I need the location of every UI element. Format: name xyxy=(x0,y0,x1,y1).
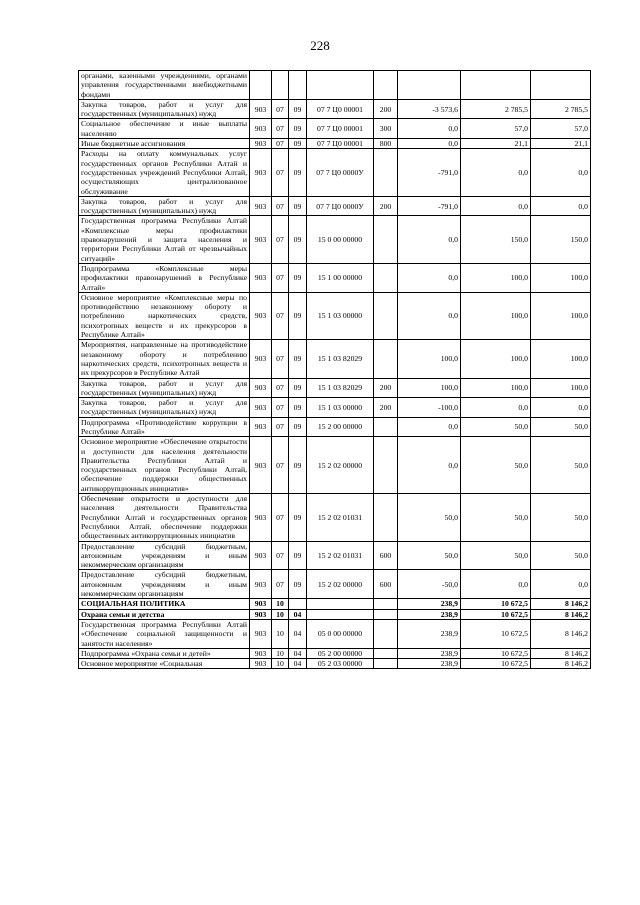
admin-code-cell: 903 xyxy=(250,99,272,119)
row-name-cell: Социальное обеспечение и иные выплаты населению xyxy=(79,119,250,139)
amount-year-3-cell: 57,0 xyxy=(531,119,591,139)
section-code-cell: 07 xyxy=(272,292,289,339)
section-code-cell: 07 xyxy=(272,139,289,149)
amount-year-2-cell: 50,0 xyxy=(461,494,531,541)
row-name-cell: Государственная программа Республики Алтай «Комплексные меры профилактики правонарушений и защита населения и территории Республики Алтай от чрезвычайных ситуаций» xyxy=(79,216,250,263)
table-row xyxy=(79,119,591,139)
table-row xyxy=(79,292,591,339)
expense-type-code-cell xyxy=(374,71,398,100)
target-article-code-cell: 15 2 02 00000 xyxy=(307,437,374,494)
expense-type-code-cell: 200 xyxy=(374,99,398,119)
amount-change-cell: -791,0 xyxy=(398,149,461,196)
expense-type-code-cell xyxy=(374,340,398,378)
expense-type-code-cell: 600 xyxy=(374,570,398,599)
target-article-code-cell: 05 2 03 00000 xyxy=(307,659,374,669)
target-article-code-cell: 15 2 02 01031 xyxy=(307,541,374,570)
row-name-cell: Мероприятия, направленные на противодействие незаконному обороту и потреблению наркотических средств, психотропных веществ и их прекурсоров в Республике Алтай xyxy=(79,340,250,378)
expense-type-code-cell: 300 xyxy=(374,119,398,139)
row-name-cell: Предоставление субсидий бюджетным, автономным учреждениям и иным некоммерческим организациям xyxy=(79,541,250,570)
subsection-code-cell xyxy=(289,71,307,100)
target-article-code-cell: 15 2 02 01031 xyxy=(307,494,374,541)
section-code-cell: 07 xyxy=(272,417,289,437)
table-row xyxy=(79,149,591,196)
amount-change-cell: 50,0 xyxy=(398,541,461,570)
amount-year-3-cell: 8 146,2 xyxy=(531,648,591,658)
amount-year-2-cell: 50,0 xyxy=(461,417,531,437)
table-row xyxy=(79,570,591,599)
table-row xyxy=(79,99,591,119)
row-name-cell: Основное мероприятие «Обеспечение открытости и доступности для населения деятельности Правительства Республики Алтай и государственных органов Республики Алтай, обеспечение поддержки общественных антикоррупционных инициатив» xyxy=(79,437,250,494)
amount-change-cell: -3 573,6 xyxy=(398,99,461,119)
row-name-cell: СОЦИАЛЬНАЯ ПОЛИТИКА xyxy=(79,599,250,609)
expense-type-code-cell xyxy=(374,292,398,339)
subsection-code-cell: 09 xyxy=(289,417,307,437)
amount-year-3-cell: 8 146,2 xyxy=(531,599,591,609)
amount-year-2-cell: 10 672,5 xyxy=(461,599,531,609)
target-article-code-cell: 07 7 Ц0 00001 xyxy=(307,99,374,119)
table-row xyxy=(79,648,591,658)
admin-code-cell xyxy=(250,71,272,100)
subsection-code-cell: 09 xyxy=(289,437,307,494)
target-article-code-cell: 07 7 Ц0 00001 xyxy=(307,139,374,149)
subsection-code-cell: 09 xyxy=(289,340,307,378)
amount-year-2-cell: 50,0 xyxy=(461,437,531,494)
admin-code-cell: 903 xyxy=(250,398,272,418)
row-name-cell: Основное мероприятие «Комплексные меры по противодействию незаконному обороту и потреблению наркотических средств, психотропных веществ и их прекурсоров в Республике Алтай» xyxy=(79,292,250,339)
amount-year-3-cell xyxy=(531,71,591,100)
amount-year-3-cell: 0,0 xyxy=(531,149,591,196)
target-article-code-cell xyxy=(307,609,374,619)
table-row xyxy=(79,619,591,648)
subsection-code-cell: 04 xyxy=(289,609,307,619)
target-article-code-cell: 15 1 03 00000 xyxy=(307,292,374,339)
admin-code-cell: 903 xyxy=(250,196,272,216)
target-article-code-cell: 15 1 03 82029 xyxy=(307,378,374,398)
expense-type-code-cell xyxy=(374,437,398,494)
subsection-code-cell: 04 xyxy=(289,659,307,669)
amount-year-2-cell: 21,1 xyxy=(461,139,531,149)
amount-year-3-cell: 100,0 xyxy=(531,292,591,339)
section-code-cell: 07 xyxy=(272,541,289,570)
target-article-code-cell: 15 1 03 00000 xyxy=(307,398,374,418)
row-name-cell: Обеспечение открытости и доступности для населения деятельности Правительства Республики Алтай и государственных органов Республики Алтай, обеспечение поддержки общественных антикоррупционных инициатив xyxy=(79,494,250,541)
amount-change-cell: -100,0 xyxy=(398,398,461,418)
row-name-cell: Закупка товаров, работ и услуг для государственных (муниципальных) нужд xyxy=(79,378,250,398)
expense-type-code-cell xyxy=(374,149,398,196)
target-article-code-cell: 15 1 00 00000 xyxy=(307,263,374,292)
section-code-cell: 10 xyxy=(272,659,289,669)
amount-year-3-cell: 100,0 xyxy=(531,340,591,378)
amount-change-cell: 238,9 xyxy=(398,619,461,648)
amount-year-2-cell xyxy=(461,71,531,100)
amount-year-2-cell: 0,0 xyxy=(461,149,531,196)
amount-year-2-cell: 50,0 xyxy=(461,541,531,570)
expense-type-code-cell xyxy=(374,417,398,437)
section-code-cell: 07 xyxy=(272,340,289,378)
amount-change-cell: 100,0 xyxy=(398,378,461,398)
table-row xyxy=(79,599,591,609)
row-name-cell: Предоставление субсидий бюджетным, автономным учреждениям и иным некоммерческим организациям xyxy=(79,570,250,599)
target-article-code-cell: 07 7 Ц0 0000У xyxy=(307,196,374,216)
table-row xyxy=(79,196,591,216)
admin-code-cell: 903 xyxy=(250,417,272,437)
target-article-code-cell: 15 2 02 00000 xyxy=(307,570,374,599)
amount-year-3-cell: 0,0 xyxy=(531,570,591,599)
expense-type-code-cell xyxy=(374,659,398,669)
expense-type-code-cell: 200 xyxy=(374,196,398,216)
target-article-code-cell: 07 7 Ц0 0000У xyxy=(307,149,374,196)
table-row xyxy=(79,340,591,378)
admin-code-cell: 903 xyxy=(250,216,272,263)
amount-change-cell: 238,9 xyxy=(398,599,461,609)
expense-type-code-cell: 200 xyxy=(374,378,398,398)
subsection-code-cell: 04 xyxy=(289,619,307,648)
admin-code-cell: 903 xyxy=(250,619,272,648)
subsection-code-cell: 09 xyxy=(289,541,307,570)
section-code-cell: 07 xyxy=(272,149,289,196)
amount-year-3-cell: 0,0 xyxy=(531,196,591,216)
section-code-cell: 10 xyxy=(272,619,289,648)
amount-change-cell: 0,0 xyxy=(398,139,461,149)
amount-year-2-cell: 10 672,5 xyxy=(461,659,531,669)
section-code-cell: 07 xyxy=(272,263,289,292)
budget-table-body xyxy=(79,71,591,669)
subsection-code-cell: 09 xyxy=(289,292,307,339)
table-row xyxy=(79,378,591,398)
amount-change-cell xyxy=(398,71,461,100)
target-article-code-cell: 15 1 03 82029 xyxy=(307,340,374,378)
subsection-code-cell: 09 xyxy=(289,398,307,418)
admin-code-cell: 903 xyxy=(250,437,272,494)
expense-type-code-cell xyxy=(374,494,398,541)
expense-type-code-cell: 800 xyxy=(374,139,398,149)
amount-year-2-cell: 100,0 xyxy=(461,263,531,292)
table-row xyxy=(79,398,591,418)
admin-code-cell: 903 xyxy=(250,139,272,149)
expense-type-code-cell xyxy=(374,263,398,292)
subsection-code-cell xyxy=(289,599,307,609)
amount-change-cell: 0,0 xyxy=(398,417,461,437)
amount-year-2-cell: 100,0 xyxy=(461,340,531,378)
amount-year-3-cell: 50,0 xyxy=(531,494,591,541)
table-row xyxy=(79,216,591,263)
amount-change-cell: 0,0 xyxy=(398,292,461,339)
amount-year-2-cell: 100,0 xyxy=(461,292,531,339)
section-code-cell: 07 xyxy=(272,494,289,541)
amount-change-cell: 0,0 xyxy=(398,437,461,494)
admin-code-cell: 903 xyxy=(250,292,272,339)
target-article-code-cell: 05 2 00 00000 xyxy=(307,648,374,658)
expense-type-code-cell: 600 xyxy=(374,541,398,570)
admin-code-cell: 903 xyxy=(250,570,272,599)
amount-year-2-cell: 0,0 xyxy=(461,196,531,216)
amount-change-cell: 0,0 xyxy=(398,263,461,292)
row-name-cell: Основное мероприятие «Социальная xyxy=(79,659,250,669)
subsection-code-cell: 04 xyxy=(289,648,307,658)
section-code-cell: 07 xyxy=(272,398,289,418)
admin-code-cell: 903 xyxy=(250,119,272,139)
subsection-code-cell: 09 xyxy=(289,139,307,149)
table-row xyxy=(79,541,591,570)
amount-year-3-cell: 100,0 xyxy=(531,263,591,292)
amount-year-3-cell: 0,0 xyxy=(531,398,591,418)
amount-year-2-cell: 10 672,5 xyxy=(461,648,531,658)
admin-code-cell: 903 xyxy=(250,648,272,658)
amount-year-2-cell: 100,0 xyxy=(461,378,531,398)
row-name-cell: Закупка товаров, работ и услуг для государственных (муниципальных) нужд xyxy=(79,99,250,119)
row-name-cell: органами, казенными учреждениями, органами управления государственными внебюджетными фондами xyxy=(79,71,250,100)
table-row xyxy=(79,71,591,100)
target-article-code-cell: 07 7 Ц0 00001 xyxy=(307,119,374,139)
admin-code-cell: 903 xyxy=(250,609,272,619)
section-code-cell xyxy=(272,71,289,100)
amount-year-3-cell: 8 146,2 xyxy=(531,609,591,619)
row-name-cell: Государственная программа Республики Алтай «Обеспечение социальной защищенности и занятости населения» xyxy=(79,619,250,648)
section-code-cell: 07 xyxy=(272,378,289,398)
admin-code-cell: 903 xyxy=(250,149,272,196)
subsection-code-cell: 09 xyxy=(289,196,307,216)
subsection-code-cell: 09 xyxy=(289,119,307,139)
admin-code-cell: 903 xyxy=(250,263,272,292)
row-name-cell: Подпрограмма «Комплексные меры профилактики правонарушений в Республике Алтай» xyxy=(79,263,250,292)
table-row xyxy=(79,494,591,541)
table-row xyxy=(79,139,591,149)
amount-year-2-cell: 10 672,5 xyxy=(461,609,531,619)
target-article-code-cell: 15 2 00 00000 xyxy=(307,417,374,437)
subsection-code-cell: 09 xyxy=(289,263,307,292)
row-name-cell: Расходы на оплату коммунальных услуг государственных органов Республики Алтай и государственных учреждений Республики Алтай, осуществляющих централизованное обслуживание xyxy=(79,149,250,196)
amount-year-3-cell: 150,0 xyxy=(531,216,591,263)
amount-change-cell: -50,0 xyxy=(398,570,461,599)
amount-year-3-cell: 2 785,5 xyxy=(531,99,591,119)
section-code-cell: 07 xyxy=(272,216,289,263)
subsection-code-cell: 09 xyxy=(289,570,307,599)
amount-change-cell: 100,0 xyxy=(398,340,461,378)
table-row xyxy=(79,437,591,494)
table-row xyxy=(79,609,591,619)
amount-year-2-cell: 0,0 xyxy=(461,398,531,418)
amount-year-3-cell: 50,0 xyxy=(531,417,591,437)
target-article-code-cell xyxy=(307,599,374,609)
section-code-cell: 07 xyxy=(272,196,289,216)
subsection-code-cell: 09 xyxy=(289,494,307,541)
amount-change-cell: 0,0 xyxy=(398,119,461,139)
target-article-code-cell: 15 0 00 00000 xyxy=(307,216,374,263)
amount-year-2-cell: 57,0 xyxy=(461,119,531,139)
budget-table xyxy=(78,70,591,669)
expense-type-code-cell xyxy=(374,648,398,658)
section-code-cell: 10 xyxy=(272,599,289,609)
amount-change-cell: -791,0 xyxy=(398,196,461,216)
row-name-cell: Закупка товаров, работ и услуг для государственных (муниципальных) нужд xyxy=(79,196,250,216)
table-row xyxy=(79,263,591,292)
amount-year-3-cell: 50,0 xyxy=(531,541,591,570)
subsection-code-cell: 09 xyxy=(289,99,307,119)
amount-change-cell: 0,0 xyxy=(398,216,461,263)
amount-year-3-cell: 8 146,2 xyxy=(531,659,591,669)
target-article-code-cell xyxy=(307,71,374,100)
admin-code-cell: 903 xyxy=(250,599,272,609)
expense-type-code-cell xyxy=(374,609,398,619)
subsection-code-cell: 09 xyxy=(289,149,307,196)
section-code-cell: 07 xyxy=(272,570,289,599)
target-article-code-cell: 05 0 00 00000 xyxy=(307,619,374,648)
amount-change-cell: 238,9 xyxy=(398,659,461,669)
section-code-cell: 07 xyxy=(272,437,289,494)
admin-code-cell: 903 xyxy=(250,659,272,669)
section-code-cell: 07 xyxy=(272,99,289,119)
amount-year-3-cell: 100,0 xyxy=(531,378,591,398)
admin-code-cell: 903 xyxy=(250,541,272,570)
table-row xyxy=(79,417,591,437)
amount-year-3-cell: 50,0 xyxy=(531,437,591,494)
amount-year-2-cell: 2 785,5 xyxy=(461,99,531,119)
expense-type-code-cell xyxy=(374,216,398,263)
expense-type-code-cell xyxy=(374,599,398,609)
expense-type-code-cell: 200 xyxy=(374,398,398,418)
subsection-code-cell: 09 xyxy=(289,378,307,398)
row-name-cell: Иные бюджетные ассигнования xyxy=(79,139,250,149)
amount-year-2-cell: 10 672,5 xyxy=(461,619,531,648)
row-name-cell: Охрана семьи и детства xyxy=(79,609,250,619)
row-name-cell: Закупка товаров, работ и услуг для государственных (муниципальных) нужд xyxy=(79,398,250,418)
page-number: 228 xyxy=(310,38,330,53)
table-row xyxy=(79,659,591,669)
amount-year-3-cell: 21,1 xyxy=(531,139,591,149)
row-name-cell: Подпрограмма «Охрана семьи и детей» xyxy=(79,648,250,658)
admin-code-cell: 903 xyxy=(250,340,272,378)
amount-change-cell: 238,9 xyxy=(398,648,461,658)
section-code-cell: 10 xyxy=(272,609,289,619)
row-name-cell: Подпрограмма «Противодействие коррупции в Республике Алтай» xyxy=(79,417,250,437)
amount-year-2-cell: 0,0 xyxy=(461,570,531,599)
section-code-cell: 10 xyxy=(272,648,289,658)
expense-type-code-cell xyxy=(374,619,398,648)
amount-year-3-cell: 8 146,2 xyxy=(531,619,591,648)
amount-change-cell: 50,0 xyxy=(398,494,461,541)
amount-year-2-cell: 150,0 xyxy=(461,216,531,263)
admin-code-cell: 903 xyxy=(250,494,272,541)
admin-code-cell: 903 xyxy=(250,378,272,398)
section-code-cell: 07 xyxy=(272,119,289,139)
subsection-code-cell: 09 xyxy=(289,216,307,263)
amount-change-cell: 238,9 xyxy=(398,609,461,619)
